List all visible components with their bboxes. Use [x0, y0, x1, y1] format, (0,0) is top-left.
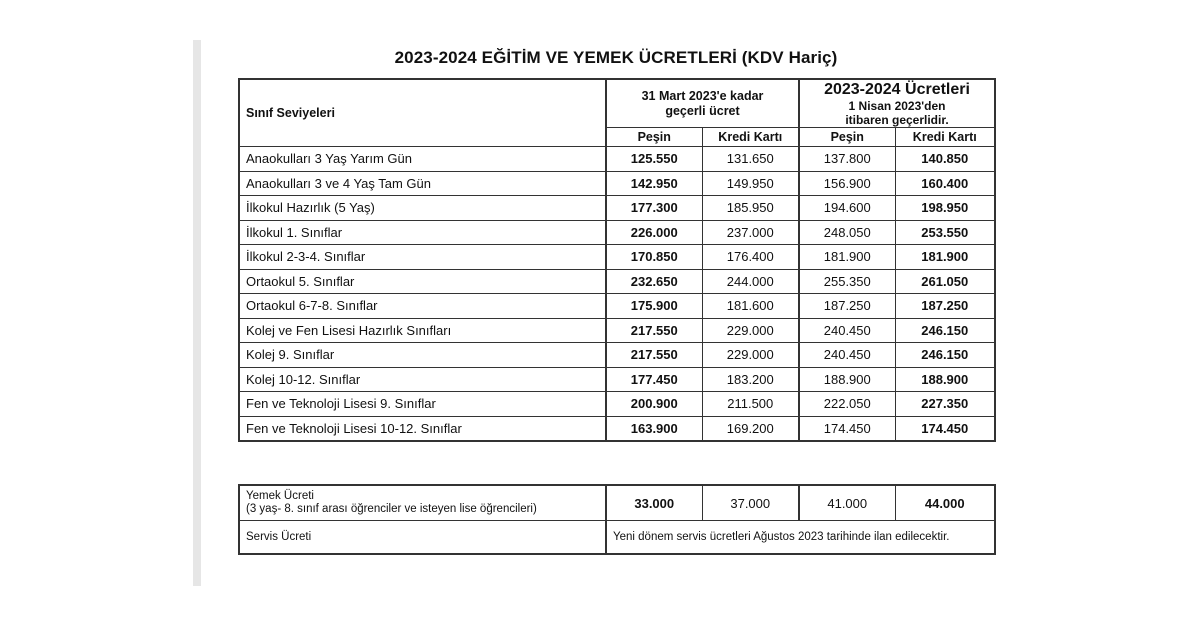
row-level: Anaokulları 3 Yaş Yarım Gün [239, 147, 606, 172]
row-old-cash: 163.900 [606, 416, 702, 441]
row-level: İlkokul 1. Sınıflar [239, 220, 606, 245]
fees-table-body [239, 147, 995, 442]
meal-sublabel: (3 yaş- 8. sınıf arası öğrenciler ve isteyen lise öğrencileri) [246, 503, 537, 515]
row-old-cash: 232.650 [606, 269, 702, 294]
row-old-card: 181.600 [702, 294, 799, 319]
header-old-card: Kredi Kartı [702, 128, 799, 147]
service-label: Servis Ücreti [239, 521, 606, 555]
header-old-line1: 31 Mart 2023'e kadar [641, 88, 764, 103]
row-level: Anaokulları 3 ve 4 Yaş Tam Gün [239, 171, 606, 196]
row-level: Ortaokul 6-7-8. Sınıflar [239, 294, 606, 319]
row-new-cash: 248.050 [799, 220, 895, 245]
row-new-card: 253.550 [895, 220, 995, 245]
row-old-card: 211.500 [702, 392, 799, 417]
row-new-card: 181.900 [895, 245, 995, 270]
row-new-cash: 187.250 [799, 294, 895, 319]
row-old-card: 183.200 [702, 367, 799, 392]
row-old-cash: 175.900 [606, 294, 702, 319]
table-row [239, 196, 995, 221]
row-old-card: 169.200 [702, 416, 799, 441]
table-row [239, 343, 995, 368]
row-old-cash: 177.300 [606, 196, 702, 221]
row-old-cash: 177.450 [606, 367, 702, 392]
meal-old-card: 37.000 [702, 485, 799, 521]
meal-label: Yemek Ücreti [246, 490, 314, 502]
page-title: 2023-2024 EĞİTİM VE YEMEK ÜCRETLERİ (KDV Hariç) [394, 48, 838, 67]
header-new-cash: Peşin [799, 128, 895, 147]
row-old-cash: 217.550 [606, 318, 702, 343]
row-level: Kolej 10-12. Sınıflar [239, 367, 606, 392]
row-old-card: 229.000 [702, 343, 799, 368]
row-old-card: 237.000 [702, 220, 799, 245]
meal-old-cash: 33.000 [606, 485, 702, 521]
row-new-card: 160.400 [895, 171, 995, 196]
table-row [239, 294, 995, 319]
meal-label-cell [239, 485, 606, 521]
row-old-card: 176.400 [702, 245, 799, 270]
header-old-cash: Peşin [606, 128, 702, 147]
row-old-cash: 170.850 [606, 245, 702, 270]
header-new-title: 2023-2024 Ücretleri [824, 81, 970, 98]
table-row [239, 416, 995, 441]
row-new-card: 246.150 [895, 343, 995, 368]
table-row [239, 269, 995, 294]
meal-new-cash: 41.000 [799, 485, 895, 521]
table-row [239, 171, 995, 196]
table-row [239, 318, 995, 343]
row-old-card: 149.950 [702, 171, 799, 196]
row-new-cash: 174.450 [799, 416, 895, 441]
row-new-cash: 156.900 [799, 171, 895, 196]
row-level: Fen ve Teknoloji Lisesi 10-12. Sınıflar [239, 416, 606, 441]
row-new-card: 198.950 [895, 196, 995, 221]
header-old-line2: geçerli ücret [665, 103, 740, 118]
row-level: Kolej 9. Sınıflar [239, 343, 606, 368]
row-level: İlkokul 2-3-4. Sınıflar [239, 245, 606, 270]
header-old-fees [606, 79, 799, 128]
header-level: Sınıf Seviyeleri [239, 79, 606, 147]
fees-table [238, 78, 996, 442]
row-level: Fen ve Teknoloji Lisesi 9. Sınıflar [239, 392, 606, 417]
service-note: Yeni dönem servis ücretleri Ağustos 2023 tarihinde ilan edilecektir. [606, 521, 995, 555]
row-new-card: 187.250 [895, 294, 995, 319]
row-new-cash: 255.350 [799, 269, 895, 294]
row-old-card: 185.950 [702, 196, 799, 221]
row-new-card: 188.900 [895, 367, 995, 392]
row-old-card: 131.650 [702, 147, 799, 172]
table-row [239, 147, 995, 172]
row-old-cash: 217.550 [606, 343, 702, 368]
row-old-card: 229.000 [702, 318, 799, 343]
row-new-cash: 240.450 [799, 318, 895, 343]
row-new-cash: 181.900 [799, 245, 895, 270]
row-level: Kolej ve Fen Lisesi Hazırlık Sınıfları [239, 318, 606, 343]
header-new-line1: 1 Nisan 2023'den [848, 99, 946, 113]
table-row [239, 392, 995, 417]
table-row [239, 367, 995, 392]
row-new-card: 227.350 [895, 392, 995, 417]
page-edge [193, 40, 201, 586]
meal-new-card: 44.000 [895, 485, 995, 521]
table-row [239, 220, 995, 245]
row-new-cash: 188.900 [799, 367, 895, 392]
header-new-card: Kredi Kartı [895, 128, 995, 147]
row-new-cash: 194.600 [799, 196, 895, 221]
row-new-card: 246.150 [895, 318, 995, 343]
row-new-card: 174.450 [895, 416, 995, 441]
row-old-cash: 142.950 [606, 171, 702, 196]
row-new-cash: 137.800 [799, 147, 895, 172]
meal-row [239, 485, 995, 521]
header-new-line2: itibaren geçerlidir. [845, 113, 949, 127]
row-old-cash: 226.000 [606, 220, 702, 245]
row-new-card: 261.050 [895, 269, 995, 294]
service-row [239, 521, 995, 555]
row-new-cash: 240.450 [799, 343, 895, 368]
row-level: Ortaokul 5. Sınıflar [239, 269, 606, 294]
table-row [239, 245, 995, 270]
extra-fees-table [238, 484, 996, 555]
row-old-card: 244.000 [702, 269, 799, 294]
row-old-cash: 200.900 [606, 392, 702, 417]
row-level: İlkokul Hazırlık (5 Yaş) [239, 196, 606, 221]
row-old-cash: 125.550 [606, 147, 702, 172]
row-new-cash: 222.050 [799, 392, 895, 417]
header-new-fees [799, 79, 995, 128]
row-new-card: 140.850 [895, 147, 995, 172]
